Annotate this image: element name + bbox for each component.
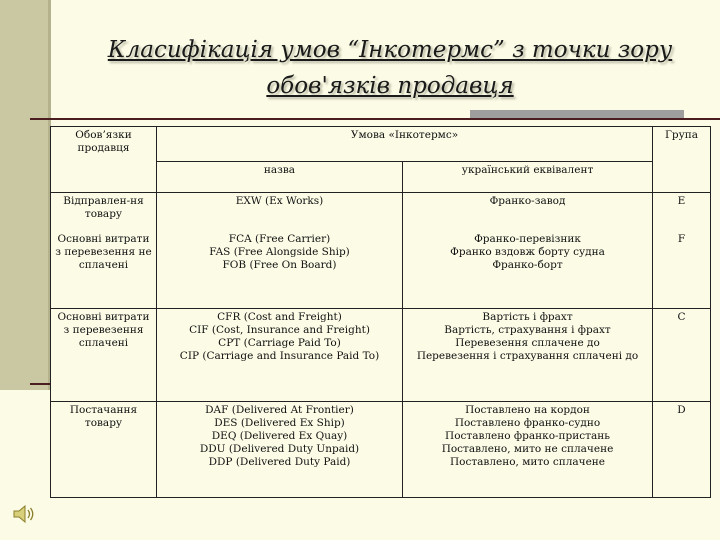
subheader-ukrainian-equivalent: український еквівалент [403, 161, 653, 192]
term-item: FAS (Free Alongside Ship) [209, 246, 350, 259]
row-f-group: F [653, 231, 711, 309]
row-d-equivalents [403, 401, 653, 497]
term-item: CFR (Cost and Freight) [217, 311, 342, 324]
row-e-duty: Відправлен-ня товару [51, 192, 157, 231]
speaker-icon[interactable] [12, 505, 36, 523]
term-item: DEQ (Delivered Ex Quay) [211, 429, 348, 442]
row-d-duty: Постачання товару [51, 401, 157, 497]
left-divider-tick [30, 383, 50, 385]
term-item: CIF (Cost, Insurance and Freight) [189, 324, 370, 337]
header-seller-duties: Обов’язки продавця [51, 127, 157, 193]
term-item: FCA (Free Carrier) [228, 233, 331, 246]
row-c-terms [157, 309, 403, 401]
row-c-duty: Основні витрати з перевезення сплачені [51, 309, 157, 401]
row-f-terms [157, 231, 403, 309]
equivalent-item: Поставлено, мито не сплачене [441, 442, 614, 455]
equivalent-item: Франко вздовж борту судна [450, 246, 605, 259]
equivalent-item: Вартість, страхування і фрахт [444, 324, 611, 337]
term-item: CIP (Carriage and Insurance Paid To) [179, 350, 380, 363]
row-c-equivalents [403, 309, 653, 401]
row-f-equivalents [403, 231, 653, 309]
equivalent-item: Вартість і фрахт [482, 311, 573, 324]
decorative-left-bar [0, 0, 48, 390]
equivalent-item: Поставлено, мито сплачене [449, 455, 606, 468]
row-d-terms [157, 401, 403, 497]
equivalent-item: Поставлено на кордон [465, 403, 590, 416]
title-line-1: Класифікація умов “Інкотермс” з точки зору [107, 37, 673, 63]
equivalent-item: Франко-перевізник [474, 233, 581, 246]
incoterms-table [50, 126, 711, 498]
equivalent-item: Франко-завод [489, 194, 566, 207]
row-d-group: D [653, 401, 711, 497]
equivalent-item: Франко-борт [492, 259, 563, 272]
term-item: EXW (Ex Works) [235, 194, 324, 207]
term-item: CPT (Carriage Paid To) [218, 337, 341, 350]
equivalent-item: Поставлено франко-пристань [445, 429, 610, 442]
equivalent-item: Поставлено франко-судно [454, 416, 601, 429]
title-divider [30, 118, 720, 120]
equivalent-item: Перевезення і страхування сплачені до [416, 350, 639, 363]
equivalent-item: Перевезення сплачене до [455, 337, 600, 350]
row-e-equivalents [403, 192, 653, 231]
row-f-duty: Основні витрати з перевезення не сплачені [51, 231, 157, 309]
term-item: DDU (Delivered Duty Unpaid) [199, 442, 360, 455]
header-group: Група [653, 127, 711, 193]
term-item: DES (Delivered Ex Ship) [214, 416, 345, 429]
term-item: FOB (Free On Board) [222, 259, 337, 272]
title-line-2: обов'язків продавця [266, 73, 514, 99]
slide-title [60, 32, 720, 104]
subheader-name: назва [157, 161, 403, 192]
row-c-group: C [653, 309, 711, 401]
row-e-terms [157, 192, 403, 231]
header-incoterms-term: Умова «Інкотермс» [157, 127, 653, 162]
row-e-group: E [653, 192, 711, 231]
term-item: DAF (Delivered At Frontier) [205, 403, 354, 416]
term-item: DDP (Delivered Duty Paid) [208, 455, 351, 468]
